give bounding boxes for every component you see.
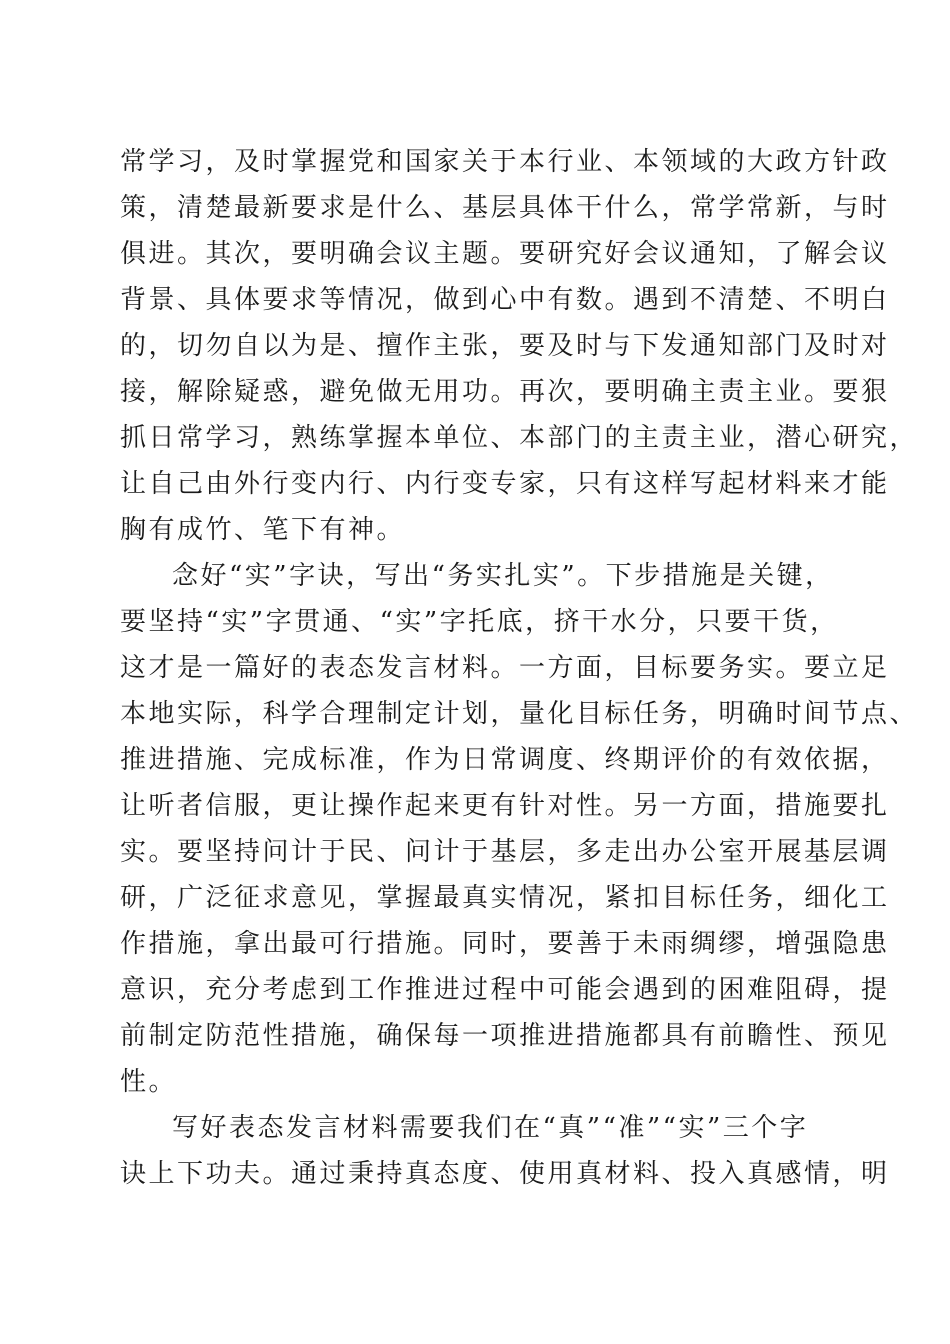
paragraph-first-line: 写好表态发言材料需要我们在“真”“准”“实”三个字: [172, 1113, 809, 1143]
paragraph-first-line: 念好“实”字诀，写出“务实扎实”。下步措施是关键，: [172, 561, 834, 591]
text-line: 实。要坚持问计于民、问计于基层，多走出办公室开展基层调: [120, 837, 890, 867]
text-line: 俱进。其次，要明确会议主题。要研究好会议通知，了解会议: [120, 239, 890, 269]
text-line: 常学习，及时掌握党和国家关于本行业、本领域的大政方针政: [120, 147, 890, 177]
text-line: 意识，充分考虑到工作推进过程中可能会遇到的困难阻碍，提: [120, 975, 890, 1005]
text-line: 推进措施、完成标准，作为日常调度、终期评价的有效依据，: [120, 745, 890, 775]
text-line: 背景、具体要求等情况，做到心中有数。遇到不清楚、不明白: [120, 285, 890, 315]
text-line: 策，清楚最新要求是什么、基层具体干什么，常学常新，与时: [120, 193, 890, 223]
text-line: 前制定防范性措施，确保每一项推进措施都具有前瞻性、预见: [120, 1021, 890, 1051]
text-line: 这才是一篇好的表态发言材料。一方面，目标要务实。要立足: [120, 653, 890, 683]
text-line: 要坚持“实”字贯通、“实”字托底，挤干水分，只要干货，: [120, 607, 839, 637]
text-line: 让自己由外行变内行、内行变专家，只有这样写起材料来才能: [120, 469, 890, 499]
text-line: 研，广泛征求意见，掌握最真实情况，紧扣目标任务，细化工: [120, 883, 890, 913]
text-line: 抓日常学习，熟练掌握本单位、本部门的主责主业，潜心研究，: [120, 423, 919, 453]
text-line: 诀上下功夫。通过秉持真态度、使用真材料、投入真感情，明: [120, 1159, 890, 1189]
text-line: 接，解除疑惑，避免做无用功。再次，要明确主责主业。要狠: [120, 377, 890, 407]
text-line: 的，切勿自以为是、擅作主张，要及时与下发通知部门及时对: [120, 331, 890, 361]
text-line: 作措施，拿出最可行措施。同时，要善于未雨绸缪，增强隐患: [120, 929, 890, 959]
text-line: 本地实际，科学合理制定计划，量化目标任务，明确时间节点、: [120, 699, 919, 729]
text-line: 胸有成竹、笔下有神。: [120, 515, 406, 545]
text-line: 性。: [120, 1067, 178, 1097]
text-line: 让听者信服，更让操作起来更有针对性。另一方面，措施要扎: [120, 791, 890, 821]
